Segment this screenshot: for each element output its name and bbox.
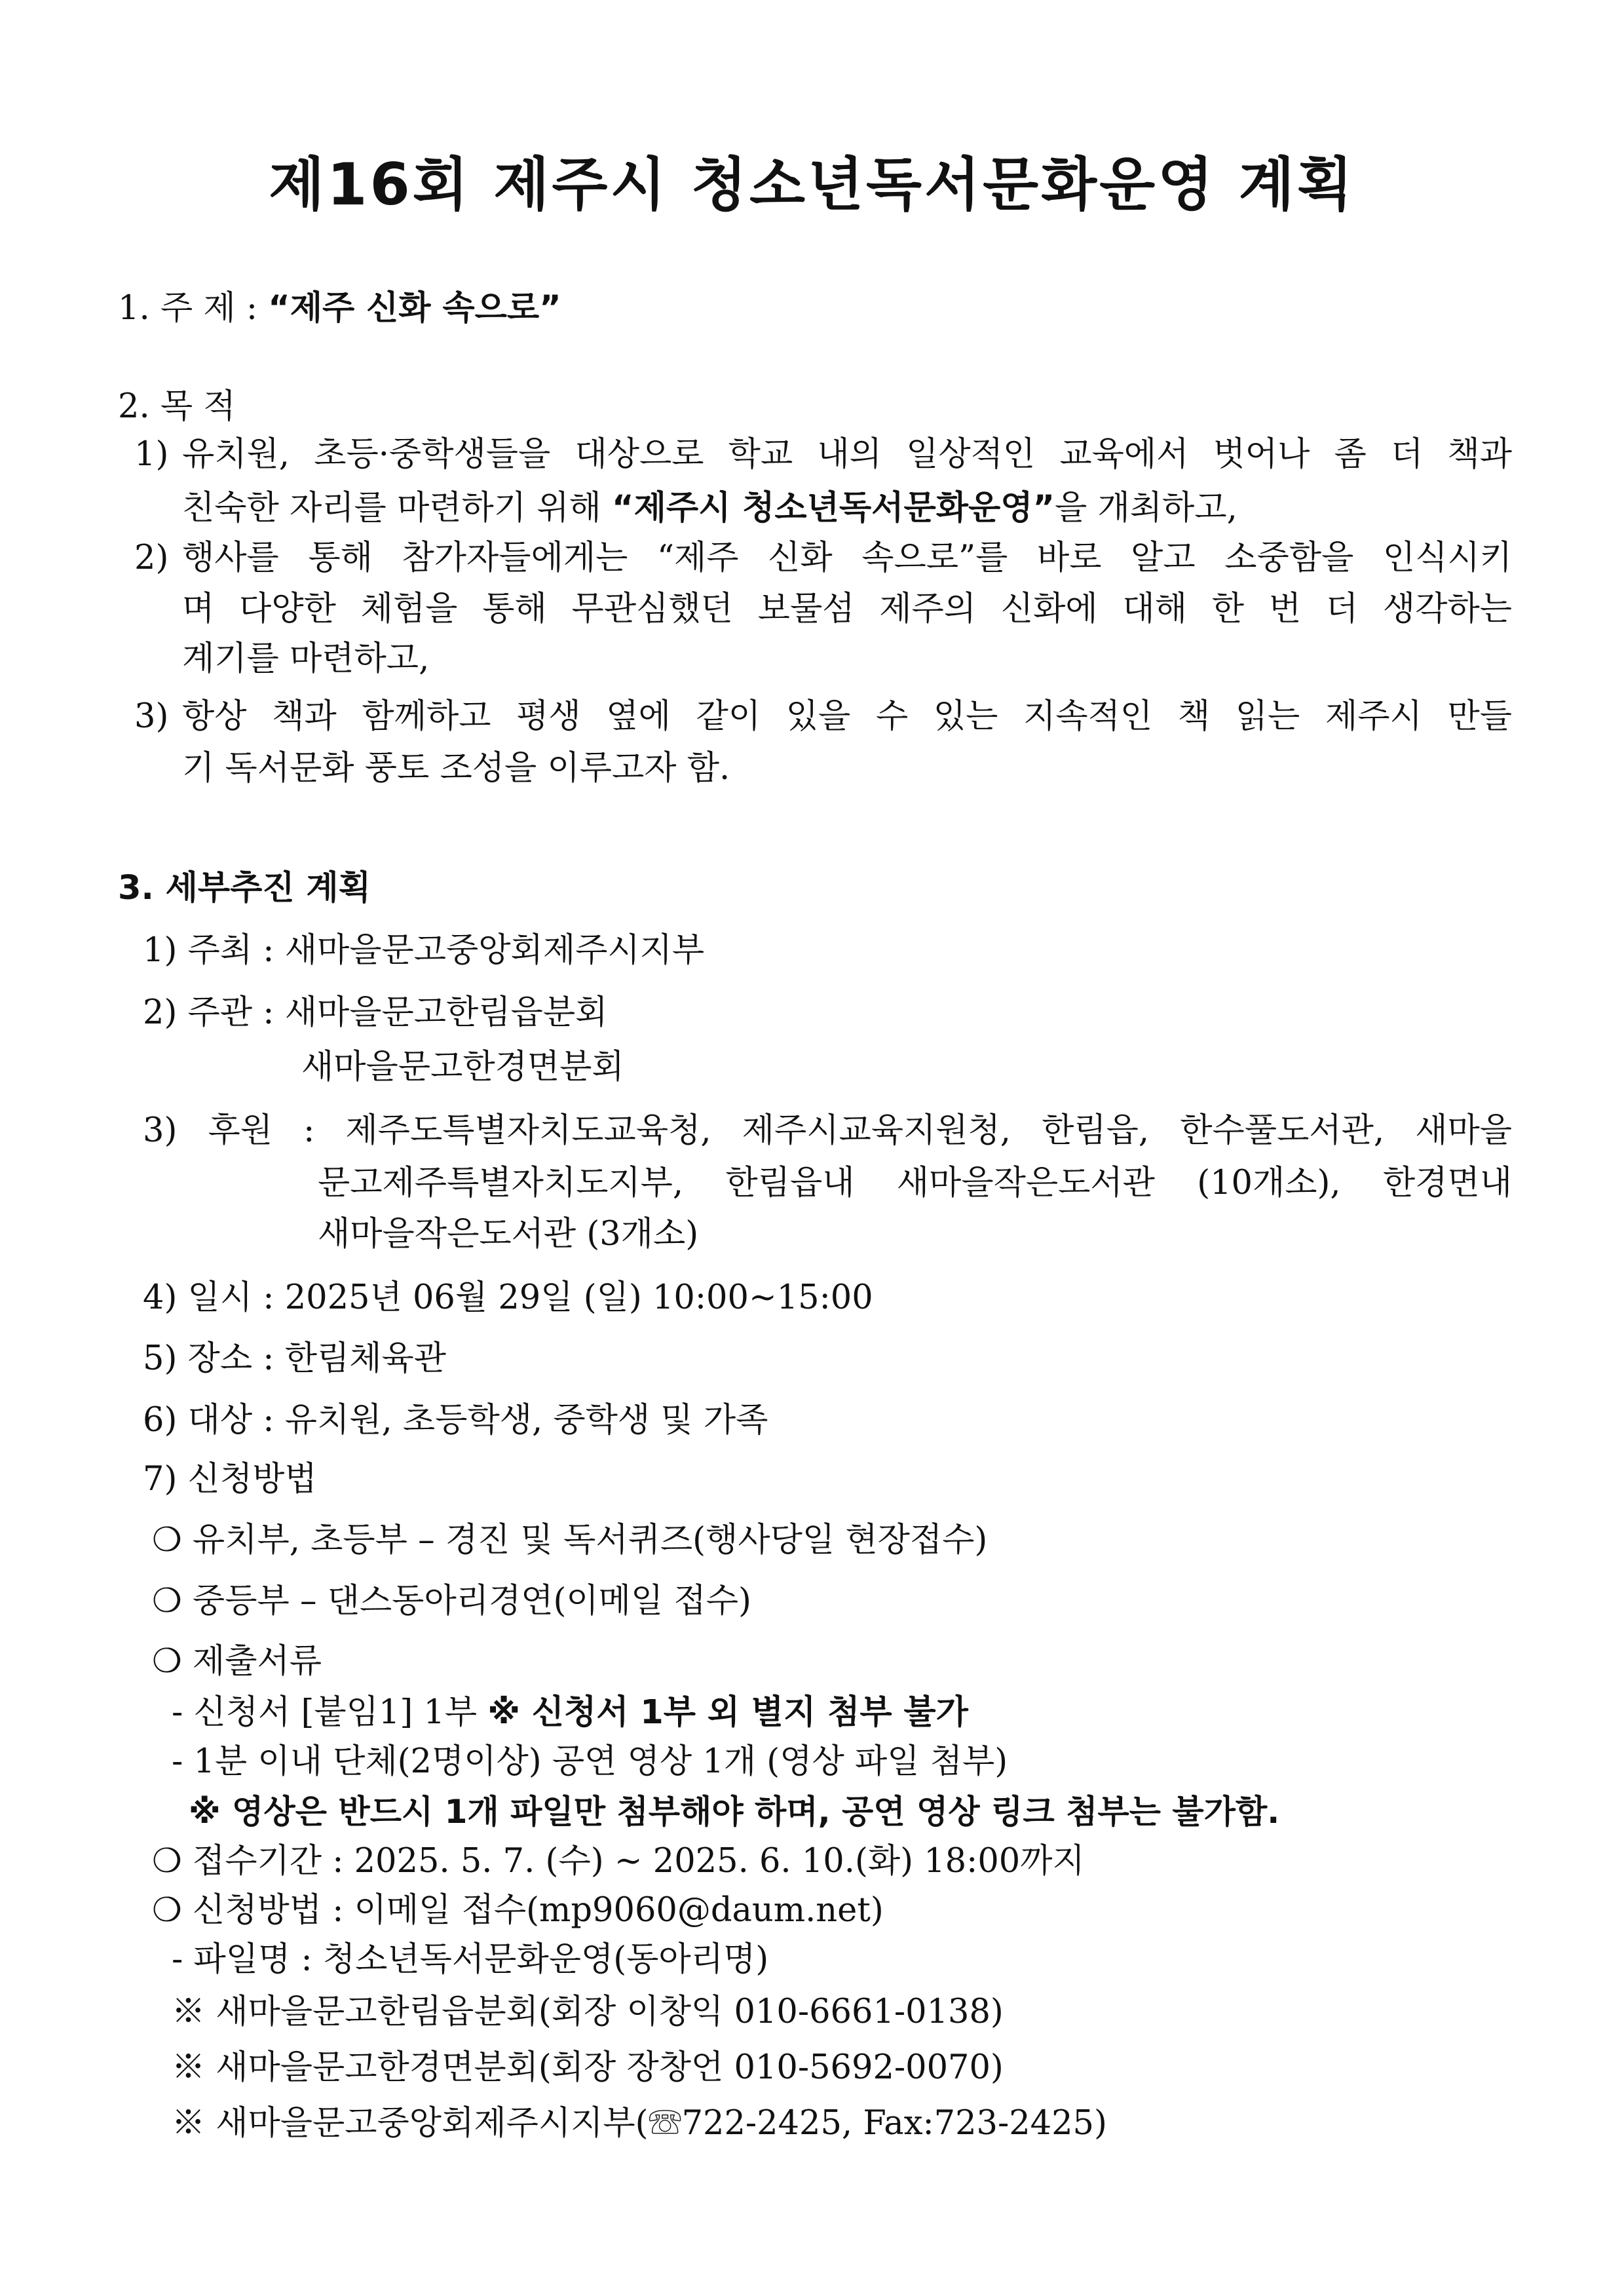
section-3-heading: 3. 세부추진 계획 [118,869,371,908]
detail-date: 4) 일시 : 2025년 06월 29일 (일) 10:00~15:00 [143,1278,873,1317]
purpose-2-line-2: 며 다양한 체험을 통해 무관심했던 보물섬 제주의 신화에 대해 한 번 더 생각하는 [182,590,1512,628]
purpose-2-line-1: 행사를 통해 참가자들에게는 “제주 신화 속으로”를 바로 알고 소중함을 인식시키 [182,539,1512,577]
detail-organizer-1: 2) 주관 : 새마을문고한림읍분회 [143,993,608,1032]
purpose-1-tail: 을 개최하고, [1055,489,1237,527]
purpose-1-text: 친숙한 자리를 마련하기 위해 [182,489,601,527]
detail-target: 6) 대상 : 유치원, 초등학생, 중학생 및 가족 [143,1401,768,1440]
purpose-3-number: 3) [134,697,169,736]
section-1-theme [118,289,561,328]
detail-sponsor-line-1: 3) 후원 : 제주도특별자치도교육청, 제주시교육지원청, 한림읍, 한수풀도서관, 새마을 [143,1111,1512,1150]
document-note: ※ 영상은 반드시 1개 파일만 첨부해야 하며, 공연 영상 링크 첨부는 불가함. [189,1793,1280,1831]
contact-hangyeong: ※ 새마을문고한경면분회(회장 장창언 010-5692-0070) [172,2048,1004,2087]
detail-organizer-2: 새마을문고한경면분회 [301,1048,624,1086]
detail-method-heading: 7) 신청방법 [143,1460,317,1499]
application-method: ❍ 신청방법 : 이메일 접수(mp9060@daum.net) [152,1891,884,1930]
method-bullet-3: ❍ 제출서류 [152,1642,322,1681]
method-bullet-1: ❍ 유치부, 초등부 – 경진 및 독서퀴즈(행사당일 현장접수) [152,1521,988,1559]
purpose-3-line-2: 기 독서문화 풍토 조성을 이루고자 함. [182,749,730,788]
contact-jeju-branch: ※ 새마을문고중앙회제주시지부(☏722-2425, Fax:723-2425) [172,2104,1107,2143]
file-name-rule: - 파일명 : 청소년독서문화운영(동아리명) [172,1940,769,1979]
section-2-heading: 2. 목 적 [118,387,236,426]
document-title: 제16회 제주시 청소년독서문화운영 계획 [269,151,1355,218]
section-1-label: 1. 주 제 : [118,289,258,328]
event-name-emphasis: “제주시 청소년독서문화운영” [612,489,1055,527]
detail-host: 1) 주최 : 새마을문고중앙회제주시지부 [143,931,705,970]
document-item-1 [172,1693,968,1732]
purpose-1-line-1: 유치원, 초등·중학생들을 대상으로 학교 내의 일상적인 교육에서 벗어나 좀 더 책과 [182,435,1512,474]
purpose-3-line-1: 항상 책과 함께하고 평생 옆에 같이 있을 수 있는 지속적인 책 읽는 제주시 만들 [182,697,1512,736]
document-item-2: - 1분 이내 단체(2명이상) 공연 영상 1개 (영상 파일 첨부) [172,1742,1008,1781]
contact-hallim: ※ 새마을문고한림읍분회(회장 이창익 010-6661-0138) [172,1993,1004,2031]
reception-period: ❍ 접수기간 : 2025. 5. 7. (수) ~ 2025. 6. 10.(화) 18:00까지 [152,1842,1085,1881]
document-item-1-text: - 신청서 [붙임1] 1부 [172,1693,478,1732]
purpose-1-line-2 [182,491,1237,525]
purpose-1-number: 1) [134,435,169,474]
detail-venue: 5) 장소 : 한림체육관 [143,1339,447,1378]
detail-sponsor-line-2: 문고제주특별자치도지부, 한림읍내 새마을작은도서관 (10개소), 한경면내 [318,1164,1512,1202]
method-bullet-2: ❍ 중등부 – 댄스동아리경연(이메일 접수) [152,1582,751,1620]
purpose-2-number: 2) [134,539,169,577]
purpose-2-line-3: 계기를 마련하고, [182,640,430,678]
theme-text: “제주 신화 속으로” [268,289,561,328]
document-item-1-note: ※ 신청서 1부 외 별지 첨부 불가 [487,1693,968,1732]
detail-sponsor-line-3: 새마을작은도서관 (3개소) [318,1215,699,1253]
